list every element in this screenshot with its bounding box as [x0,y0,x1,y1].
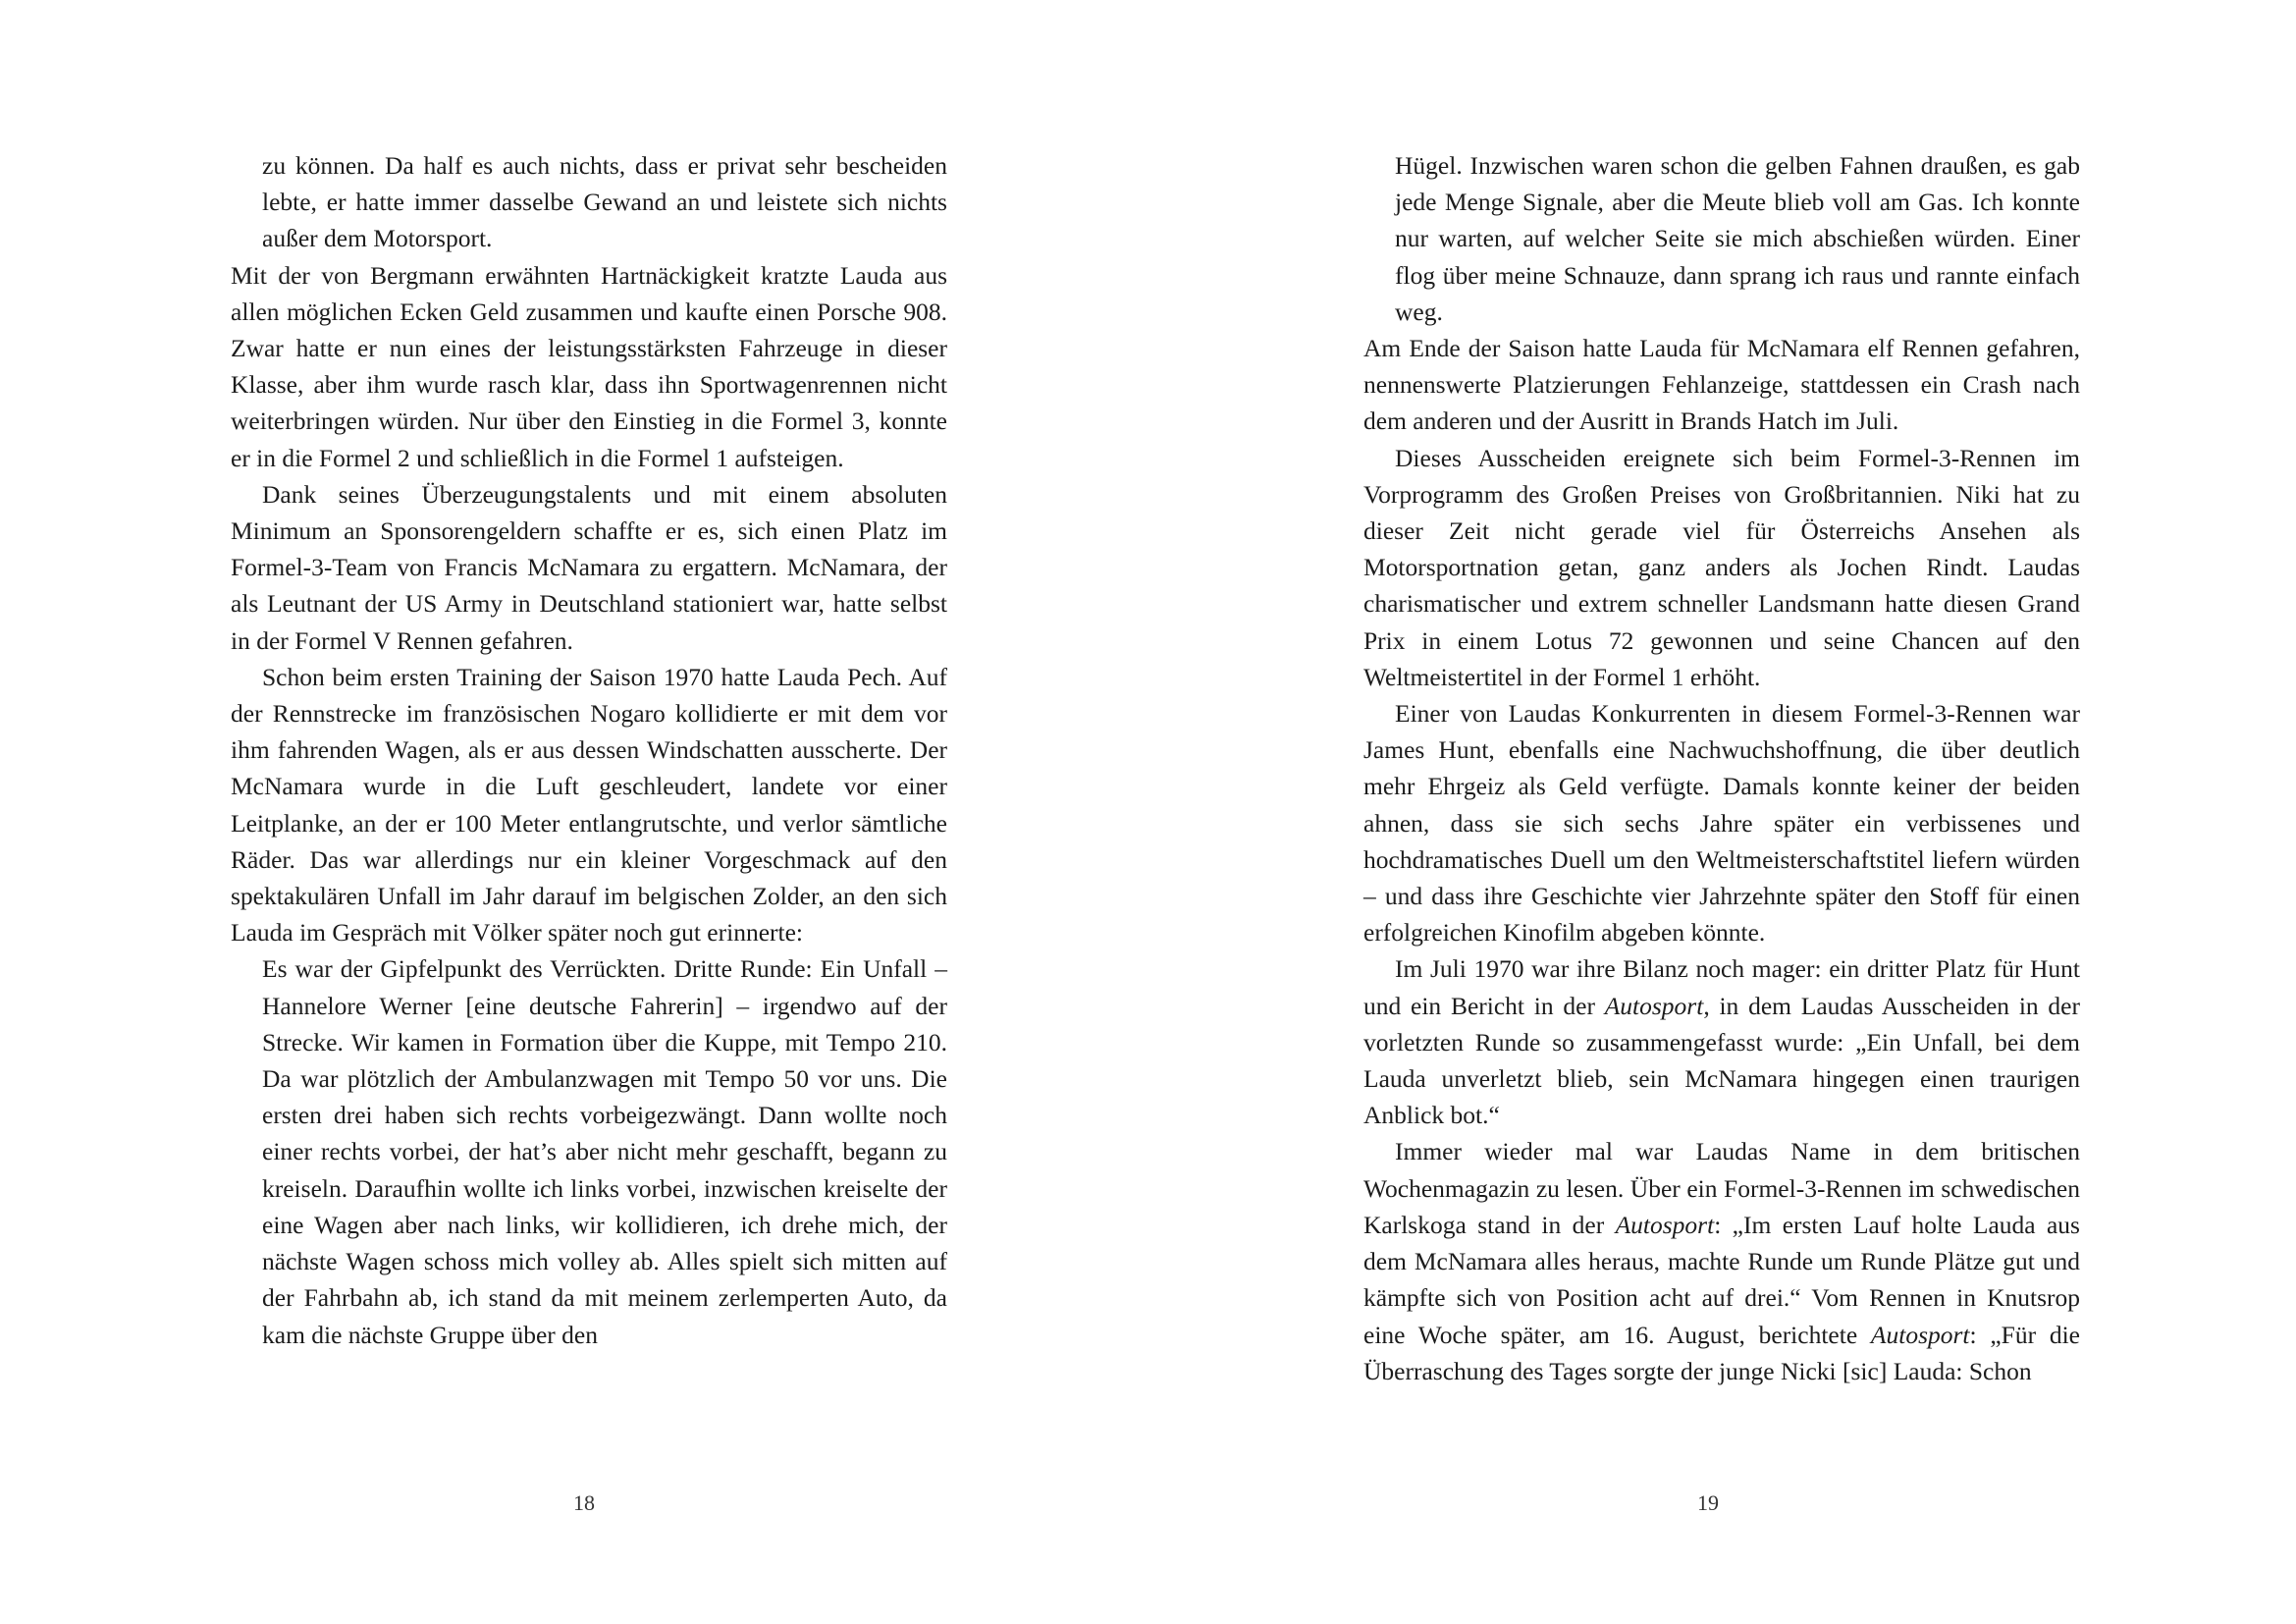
text-run: Im Juli 1970 war ihre Bilanz noch mager: ein dritter Platz für Hunt und ein Bericht in der [1363,954,2080,1020]
paragraph: Mit der von Bergmann erwähnten Hartnäckigkeit kratzte Lauda aus allen möglichen Ecken Geld zusammen und kaufte einen Porsche 908. Zwar hatte er nun eines der leistungsstärksten Fahrzeuge in dieser Klasse, aber ihm wurde rasch klar, dass ihn Sportwagenrennen nicht weiterbringen würden. Nur über den Einstieg in die Formel 3, konnte er in die Formel 2 und schließlich in die Formel 1 aufsteigen. [231,260,947,472]
magazine-title: Autosport [1604,991,1704,1020]
text-run: : „Für die Überraschung des Tages sorgte der junge Nicki [sic] Lauda: Schon [1363,1320,2080,1385]
paragraph [1363,950,2080,1133]
quote-continuation: zu können. Da half es auch nichts, dass er privat sehr bescheiden lebte, er hatte immer dasselbe Gewand an und leistete sich nichts außer dem Motorsport. [262,151,947,253]
paragraph: Am Ende der Saison hatte Lauda für McNamara elf Rennen gefahren, nennenswerte Platzierungen Fehlanzeige, stattdessen ein Crash nach dem anderen und der Ausritt in Brands Hatch im Juli. [1363,334,2080,436]
left-text-block [231,147,947,1353]
text-run: : „Im ersten Lauf holte Lauda aus dem McNamara alles heraus, machte Runde um Runde Plätze gut und kämpfte sich von Position acht auf drei.“ Vom Rennen in Knutsrop eine Woche später, am 16. August, berichtete [1363,1210,2080,1349]
quote-continuation: Hügel. Inzwischen waren schon die gelben Fahnen draußen, es gab jede Menge Signale, aber die Meute blieb voll am Gas. Ich konnte nur warten, auf welcher Seite sie mich abschießen würden. Einer flog über meine Schnauze, dann sprang ich raus und rannte einfach weg. [1395,151,2080,326]
page-number: 19 [1697,1490,1719,1515]
paragraph: Dieses Ausscheiden ereignete sich beim Formel-3-Rennen im Vorprogramm des Großen Preises von Großbritannien. Niki hat zu dieser Zeit nicht gerade viel für Österreichs Ansehen als Motorsportnation getan, ganz anders als Jochen Rindt. Laudas charismatischer und extrem schneller Landsmann hatte diesen Grand Prix in einem Lotus 72 gewonnen und seine Chancen auf den Weltmeistertitel in der Formel 1 erhöht. [1363,443,2080,691]
paragraph: Einer von Laudas Konkurrenten in diesem Formel-3-Rennen war James Hunt, ebenfalls eine Nachwuchshoffnung, die über deutlich mehr Ehrgeiz als Geld verfügte. Damals konnte keiner der beiden ahnen, dass sie sich sechs Jahre später ein verbissenes und hochdramatisches Duell um den Weltmeisterschaftstitel liefern würden – und dass ihre Geschichte vier Jahrzehnte später den Stoff für einen erfolgreichen Kinofilm abgeben könnte. [1363,699,2080,947]
magazine-title: Autosport [1870,1320,1970,1349]
right-text-block [1363,147,2080,1389]
block-quote: Es war der Gipfelpunkt des Verrückten. Dritte Runde: Ein Unfall – Hannelore Werner [eine deutsche Fahrerin] – irgendwo auf der Strecke. Wir kamen in Formation über die Kuppe, mit Tempo 210. Da war plötzlich der Ambulanzwagen mit Tempo 50 vor uns. Die ersten drei haben sich rechts vorbeigezwängt. Dann wollte noch einer rechts vorbei, der hat’s aber nicht mehr geschafft, begann zu kreiseln. Daraufhin wollte ich links vorbei, inzwischen kreiselte der eine Wagen aber nach links, wir kollidieren, ich drehe mich, der nächste Wagen schoss mich volley ab. Alles spielt sich mitten auf der Fahrbahn ab, ich stand da mit meinem zerlemperten Auto, da kam die nächste Gruppe über den [262,954,947,1349]
magazine-title: Autosport [1615,1210,1715,1239]
text-run: , in dem Laudas Ausscheiden in der vorletzten Runde so zusammengefasst wurde: „Ein Unfall, bei dem Lauda unverletzt blieb, sein McNamara hingegen einen traurigen Anblick bot.“ [1363,991,2080,1130]
paragraph: Schon beim ersten Training der Saison 1970 hatte Lauda Pech. Auf der Rennstrecke im französischen Nogaro kollidierte er mit dem vor ihm fahrenden Wagen, als er aus dessen Windschatten ausscherte. Der McNamara wurde in die Luft geschleudert, landete vor einer Leitplanke, an der er 100 Meter entlangrutschte, und verlor sämtliche Räder. Das war allerdings nur ein kleiner Vorgeschmack auf den spektakulären Unfall im Jahr darauf im belgischen Zolder, an den sich Lauda im Gespräch mit Völker später noch gut erinnerte: [231,662,947,947]
right-page [1148,0,2296,1624]
text-run: Immer wieder mal war Laudas Name in dem britischen Wochenmagazin zu lesen. Über ein Formel-3-Rennen im schwedischen Karlskoga stand in der [1363,1137,2080,1239]
paragraph [1363,1133,2080,1388]
paragraph: Dank seines Überzeugungstalents und mit einem absoluten Minimum an Sponsorengeldern schaffte er es, sich einen Platz im Formel-3-Team von Francis McNamara zu ergattern. McNamara, der als Leutnant der US Army in Deutschland stationiert war, hatte selbst in der Formel V Rennen gefahren. [231,479,947,655]
page-number: 18 [573,1490,595,1515]
